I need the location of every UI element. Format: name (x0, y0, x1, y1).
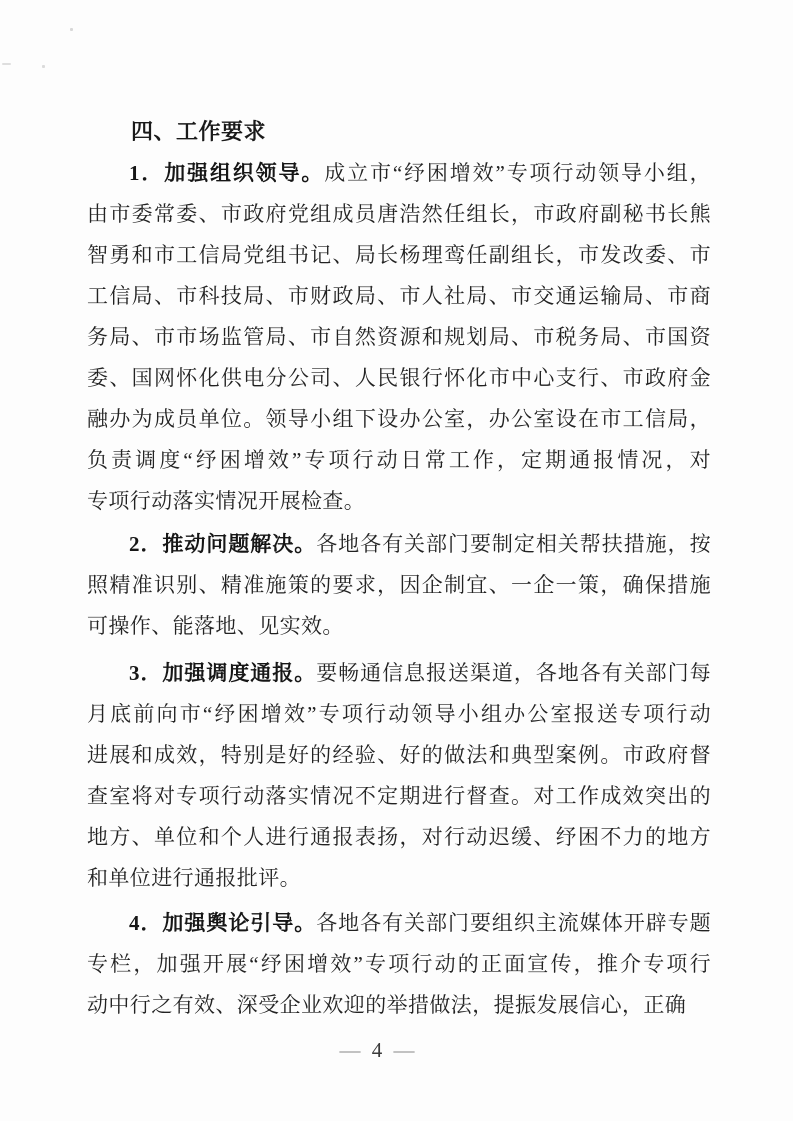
page-number-dash-right: — (393, 1038, 418, 1062)
text-run: 要畅通信息报送渠道，各地各有关部门每 (316, 661, 711, 685)
scan-speck (2, 63, 11, 65)
text-line (87, 653, 711, 694)
page-number-dash-left: — (339, 1038, 364, 1062)
text-line: 和单位进行通报批评。 (87, 866, 301, 890)
text-line: 专栏，加强开展“纾困增效”专项行动的正面宣传，推介专项行 (87, 952, 711, 976)
scan-speck (70, 28, 73, 31)
page-number-value: 4 (371, 1038, 386, 1062)
text-line: 可操作、能落地、见实效。 (87, 614, 344, 638)
paragraph-1 (87, 153, 711, 522)
paragraph-lead: 2．推动问题解决。 (129, 532, 317, 556)
paragraph-4 (87, 903, 711, 1026)
text-line: 由市委常委、市政府党组成员唐浩然任组长，市政府副秘书长熊 (87, 202, 711, 226)
document-body (87, 112, 711, 1026)
text-line: 地方、单位和个人进行通报表扬，对行动迟缓、纾困不力的地方 (87, 825, 711, 849)
page-number (0, 1038, 775, 1063)
text-run: 成立市“纾困增效”专项行动领导小组， (324, 161, 711, 185)
text-line: 委、国网怀化供电分公司、人民银行怀化市中心支行、市政府金 (87, 366, 711, 390)
text-line: 专项行动落实情况开展检查。 (87, 489, 366, 513)
paragraph-2 (87, 524, 711, 647)
text-line: 月底前向市“纾困增效”专项行动领导小组办公室报送专项行动 (87, 702, 711, 726)
text-line: 进展和成效，特别是好的经验、好的做法和典型案例。市政府督 (87, 743, 711, 767)
paragraph-lead: 3．加强调度通报。 (129, 661, 317, 685)
text-line: 负责调度“纾困增效”专项行动日常工作，定期通报情况，对 (87, 448, 711, 472)
text-line (87, 524, 711, 565)
text-line: 智勇和市工信局党组书记、局长杨理鸾任副组长，市发改委、市 (87, 243, 711, 267)
paragraph-lead: 4．加强舆论引导。 (129, 911, 317, 935)
text-line: 动中行之有效、深受企业欢迎的举措做法，提振发展信心，正确 (87, 993, 687, 1017)
paragraph-lead: 1．加强组织领导。 (129, 161, 325, 185)
text-line (87, 903, 711, 944)
text-line (87, 153, 711, 194)
text-run: 各地各有关部门要制定相关帮扶措施，按 (316, 532, 711, 556)
text-run: 各地各有关部门要组织主流媒体开辟专题 (316, 911, 711, 935)
text-line: 照精准识别、精准施策的要求，因企制宜、一企一策，确保措施 (87, 573, 711, 597)
text-line: 务局、市市场监管局、市自然资源和规划局、市税务局、市国资 (87, 325, 711, 349)
text-line: 融办为成员单位。领导小组下设办公室，办公室设在市工信局， (87, 407, 711, 431)
section-heading: 四、工作要求 (131, 120, 267, 145)
text-line: 查室将对专项行动落实情况不定期进行督查。对工作成效突出的 (87, 784, 711, 808)
paragraph-3 (87, 653, 711, 899)
text-line: 工信局、市科技局、市财政局、市人社局、市交通运输局、市商 (87, 284, 711, 308)
scan-speck (42, 65, 45, 68)
